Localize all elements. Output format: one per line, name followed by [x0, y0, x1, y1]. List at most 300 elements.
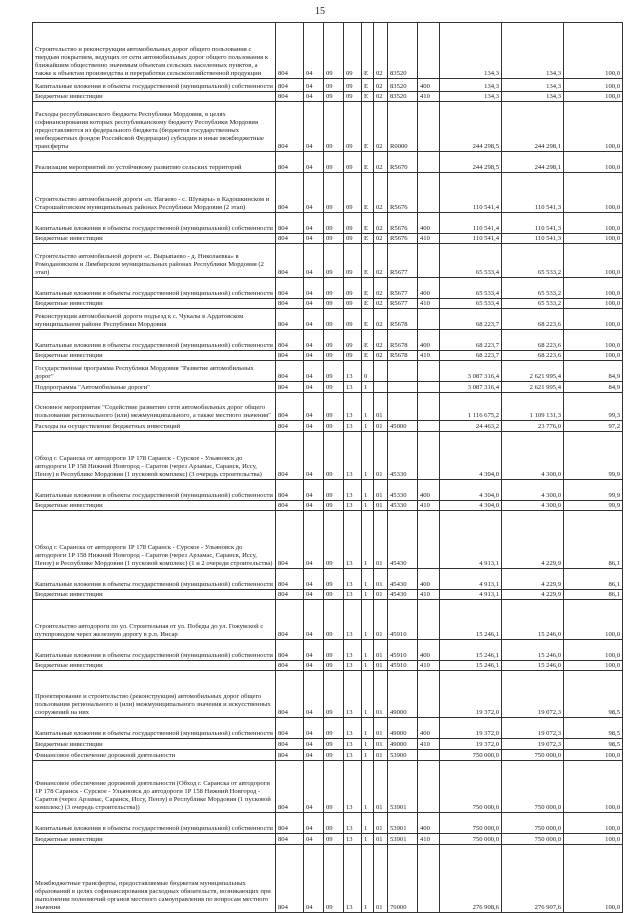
execution-percent: 99,9: [564, 432, 623, 480]
amount-executed: 4 229,9: [502, 590, 564, 600]
code-program: 13: [344, 421, 362, 432]
execution-percent: 84,9: [564, 361, 623, 382]
code-expense-type: [418, 23, 440, 79]
code-program: 09: [344, 152, 362, 173]
code-subprogram: Е: [362, 244, 374, 278]
execution-percent: 100,0: [564, 278, 623, 299]
code-subsection: 09: [324, 92, 344, 102]
code-event: 02: [374, 79, 388, 92]
code-subsection: 09: [324, 761, 344, 813]
execution-percent: 86,1: [564, 590, 623, 600]
code-expense-type: 400: [418, 79, 440, 92]
row-title: Подпрограмма "Автомобильные дороги": [33, 382, 276, 393]
amount-executed: 4 300,0: [502, 501, 564, 511]
execution-percent: 100,0: [564, 244, 623, 278]
amount-planned: 276 908,6: [440, 845, 502, 913]
code-expense-type: 400: [418, 213, 440, 234]
row-title: Бюджетные инвестиции: [33, 351, 276, 361]
execution-percent: 100,0: [564, 92, 623, 102]
code-subsection: 09: [324, 23, 344, 79]
code-event: 02: [374, 102, 388, 152]
code-subsection: 09: [324, 361, 344, 382]
code-section: 04: [304, 421, 324, 432]
code-subprogram: Е: [362, 309, 374, 330]
code-subsection: 09: [324, 501, 344, 511]
code-section: 04: [304, 600, 324, 640]
table-row: [33, 92, 623, 102]
amount-executed: 68 223,6: [502, 351, 564, 361]
code-event: 02: [374, 234, 388, 244]
code-program: 13: [344, 718, 362, 739]
code-ministry: 804: [276, 152, 304, 173]
code-subsection: 09: [324, 244, 344, 278]
table-row: [33, 845, 623, 913]
code-ministry: 804: [276, 309, 304, 330]
code-direction: 49000: [388, 739, 418, 750]
code-subsection: 09: [324, 79, 344, 92]
table-row: [33, 480, 623, 501]
code-subprogram: 1: [362, 718, 374, 739]
amount-executed: 750 000,0: [502, 761, 564, 813]
budget-table: [32, 22, 623, 913]
code-ministry: 804: [276, 671, 304, 718]
table-row: [33, 432, 623, 480]
code-subprogram: 1: [362, 393, 374, 421]
code-subsection: 09: [324, 152, 344, 173]
amount-executed: 244 298,1: [502, 102, 564, 152]
code-program: 13: [344, 382, 362, 393]
table-row: [33, 152, 623, 173]
code-ministry: 804: [276, 79, 304, 92]
code-direction: R5677: [388, 299, 418, 309]
code-expense-type: 410: [418, 501, 440, 511]
code-direction: 45430: [388, 569, 418, 590]
amount-planned: 15 246,1: [440, 600, 502, 640]
code-direction: R5677: [388, 278, 418, 299]
amount-executed: 2 621 995,4: [502, 382, 564, 393]
amount-executed: 134,3: [502, 92, 564, 102]
code-subsection: 09: [324, 845, 344, 913]
amount-planned: 110 541,4: [440, 213, 502, 234]
code-event: 01: [374, 834, 388, 845]
row-title: Бюджетные инвестиции: [33, 234, 276, 244]
code-ministry: 804: [276, 278, 304, 299]
code-subprogram: Е: [362, 102, 374, 152]
code-subsection: 09: [324, 834, 344, 845]
code-program: 13: [344, 845, 362, 913]
code-expense-type: [418, 511, 440, 569]
code-direction: [388, 361, 418, 382]
code-section: 04: [304, 845, 324, 913]
code-ministry: 804: [276, 102, 304, 152]
execution-percent: 100,0: [564, 761, 623, 813]
amount-executed: 15 246,0: [502, 640, 564, 661]
code-ministry: 804: [276, 361, 304, 382]
code-event: 01: [374, 432, 388, 480]
row-title: Проектирование и строительство (реконструкция) автомобильных дорог общего пользования регионального и (или) межмуниципального значения и искусственных сооружений на них: [33, 671, 276, 718]
code-program: 09: [344, 278, 362, 299]
execution-percent: 97,2: [564, 421, 623, 432]
amount-executed: 4 300,0: [502, 480, 564, 501]
code-expense-type: [418, 421, 440, 432]
code-program: 09: [344, 79, 362, 92]
table-row: [33, 718, 623, 739]
code-section: 04: [304, 661, 324, 671]
code-section: 04: [304, 834, 324, 845]
row-title: Государственная программа Республики Мордовия "Развитие автомобильных дорог": [33, 361, 276, 382]
amount-executed: 4 300,0: [502, 432, 564, 480]
code-expense-type: [418, 671, 440, 718]
code-ministry: 804: [276, 750, 304, 761]
code-expense-type: 410: [418, 299, 440, 309]
code-ministry: 804: [276, 92, 304, 102]
code-program: 09: [344, 102, 362, 152]
code-subprogram: Е: [362, 173, 374, 213]
row-title: Реализация мероприятий по устойчивому развитию сельских территорий: [33, 152, 276, 173]
table-row: [33, 79, 623, 92]
code-ministry: 804: [276, 213, 304, 234]
amount-planned: 110 541,4: [440, 173, 502, 213]
code-ministry: 804: [276, 813, 304, 834]
code-ministry: 804: [276, 718, 304, 739]
code-direction: 76000: [388, 845, 418, 913]
amount-executed: 19 072,3: [502, 671, 564, 718]
code-expense-type: 410: [418, 590, 440, 600]
code-section: 04: [304, 501, 324, 511]
code-event: 01: [374, 640, 388, 661]
code-event: 02: [374, 351, 388, 361]
row-title: Строительство автодороги по ул. Строительная от ул. Победы до ул. Гожувской с путепроводом через железную дорогу в р.п. Инсар: [33, 600, 276, 640]
amount-executed: 110 541,3: [502, 213, 564, 234]
row-title: Бюджетные инвестиции: [33, 299, 276, 309]
amount-planned: 68 223,7: [440, 351, 502, 361]
row-title: Финансовое обеспечение дорожной деятельности (Обход г. Саранска от автодороги 1Р 178 Саранск - Сурское - Ульяновск до автодороги 1Р 158 Нижний Новгород - Саратов (через Арзамас, Саранск, Иссу, Пензу) в Республике Мордовия (1 пусковой комплекс) (3 очередь строительства)): [33, 761, 276, 813]
execution-percent: 98,5: [564, 739, 623, 750]
code-program: 13: [344, 834, 362, 845]
code-section: 04: [304, 102, 324, 152]
table-row: [33, 569, 623, 590]
code-subprogram: 1: [362, 671, 374, 718]
code-ministry: 804: [276, 569, 304, 590]
code-subprogram: Е: [362, 234, 374, 244]
code-section: 04: [304, 590, 324, 600]
code-subsection: 09: [324, 393, 344, 421]
amount-executed: 750 000,0: [502, 834, 564, 845]
amount-planned: 750 000,0: [440, 834, 502, 845]
code-subsection: 09: [324, 102, 344, 152]
code-subsection: 09: [324, 511, 344, 569]
execution-percent: 100,0: [564, 640, 623, 661]
code-subprogram: 1: [362, 511, 374, 569]
code-ministry: 804: [276, 351, 304, 361]
code-ministry: 804: [276, 661, 304, 671]
code-event: 01: [374, 421, 388, 432]
code-subprogram: Е: [362, 213, 374, 234]
amount-planned: 4 304,0: [440, 432, 502, 480]
code-subprogram: Е: [362, 351, 374, 361]
code-subsection: 09: [324, 569, 344, 590]
execution-percent: 100,0: [564, 813, 623, 834]
execution-percent: 100,0: [564, 152, 623, 173]
code-expense-type: 410: [418, 834, 440, 845]
code-event: 01: [374, 661, 388, 671]
code-expense-type: [418, 600, 440, 640]
row-title: Расходы республиканского бюджета Республики Мордовия, в целях софинансирования которых республиканскому бюджету Республики Мордовия предоставляются из федерального бюджета (бюджетов государственных внебюджетных фондов Российской Федерации) субсидии и иные межбюджетные трансферты: [33, 102, 276, 152]
execution-percent: 100,0: [564, 845, 623, 913]
table-row: [33, 671, 623, 718]
row-title: Бюджетные инвестиции: [33, 92, 276, 102]
code-expense-type: 400: [418, 278, 440, 299]
code-ministry: 804: [276, 234, 304, 244]
amount-executed: 4 229,9: [502, 511, 564, 569]
row-title: Капитальные вложения в объекты государственной (муниципальной) собственности: [33, 79, 276, 92]
code-event: [374, 361, 388, 382]
code-subsection: 09: [324, 421, 344, 432]
row-title: Капитальные вложения в объекты государственной (муниципальной) собственности: [33, 640, 276, 661]
code-section: 04: [304, 173, 324, 213]
code-section: 04: [304, 330, 324, 351]
code-section: 04: [304, 750, 324, 761]
code-program: 13: [344, 590, 362, 600]
execution-percent: 100,0: [564, 213, 623, 234]
code-direction: 53901: [388, 834, 418, 845]
code-program: 09: [344, 92, 362, 102]
table-row: [33, 278, 623, 299]
amount-planned: 4 913,1: [440, 590, 502, 600]
code-program: 13: [344, 569, 362, 590]
code-direction: 45910: [388, 640, 418, 661]
code-subprogram: Е: [362, 278, 374, 299]
code-event: 02: [374, 299, 388, 309]
code-program: 09: [344, 213, 362, 234]
code-subsection: 09: [324, 739, 344, 750]
table-row: [33, 309, 623, 330]
row-title: Капитальные вложения в объекты государственной (муниципальной) собственности: [33, 569, 276, 590]
code-program: 13: [344, 393, 362, 421]
code-event: 01: [374, 845, 388, 913]
code-program: 13: [344, 671, 362, 718]
amount-planned: 3 087 316,4: [440, 361, 502, 382]
code-direction: 45330: [388, 432, 418, 480]
table-row: [33, 813, 623, 834]
table-row: [33, 761, 623, 813]
table-row: [33, 590, 623, 600]
execution-percent: 100,0: [564, 173, 623, 213]
row-title: Обход г. Саранска от автодороги 1Р 178 Саранск - Сурское - Ульяновск до автодороги 1Р 158 Нижний Новгород - Саратов (через Арзамас, Саранск, Иссу, Пензу) в Республике Мордовия (1 пусковой комплекс) (1 и 2 очереди строительства): [33, 511, 276, 569]
code-section: 04: [304, 511, 324, 569]
code-event: 01: [374, 569, 388, 590]
code-expense-type: [418, 393, 440, 421]
table-row: [33, 213, 623, 234]
code-expense-type: 400: [418, 330, 440, 351]
amount-planned: 244 298,5: [440, 152, 502, 173]
table-row: [33, 501, 623, 511]
code-event: 01: [374, 761, 388, 813]
amount-executed: 15 246,0: [502, 661, 564, 671]
code-subsection: 09: [324, 173, 344, 213]
code-expense-type: [418, 244, 440, 278]
amount-planned: 134,3: [440, 92, 502, 102]
code-program: 09: [344, 351, 362, 361]
amount-executed: 110 541,3: [502, 173, 564, 213]
code-direction: 49000: [388, 671, 418, 718]
code-subprogram: 1: [362, 845, 374, 913]
code-expense-type: 400: [418, 480, 440, 501]
code-subprogram: 1: [362, 834, 374, 845]
code-section: 04: [304, 299, 324, 309]
code-section: 04: [304, 382, 324, 393]
code-subprogram: 1: [362, 501, 374, 511]
code-subprogram: Е: [362, 23, 374, 79]
amount-planned: 68 223,7: [440, 330, 502, 351]
amount-planned: 65 533,4: [440, 278, 502, 299]
amount-planned: 65 533,4: [440, 299, 502, 309]
code-section: 04: [304, 640, 324, 661]
code-event: 01: [374, 671, 388, 718]
amount-planned: 134,3: [440, 23, 502, 79]
amount-executed: 750 000,0: [502, 813, 564, 834]
code-subprogram: 1: [362, 382, 374, 393]
code-expense-type: 400: [418, 813, 440, 834]
code-direction: R5676: [388, 173, 418, 213]
code-expense-type: 400: [418, 640, 440, 661]
code-program: 09: [344, 173, 362, 213]
code-ministry: 804: [276, 834, 304, 845]
code-event: 02: [374, 173, 388, 213]
code-expense-type: 410: [418, 739, 440, 750]
execution-percent: 98,5: [564, 718, 623, 739]
code-subsection: 09: [324, 213, 344, 234]
code-ministry: 804: [276, 330, 304, 351]
table-row: [33, 511, 623, 569]
table-row: [33, 351, 623, 361]
code-event: 01: [374, 813, 388, 834]
code-direction: 53901: [388, 813, 418, 834]
code-ministry: 804: [276, 511, 304, 569]
table-row: [33, 661, 623, 671]
code-direction: 45330: [388, 480, 418, 501]
amount-executed: 68 223,6: [502, 309, 564, 330]
row-title: Строительство автомобильной дороги «с. Вырыпаево - д. Николаевка» в Ромодановском и Лямбирском муниципальных районах Республики Мордовия (2 этап): [33, 244, 276, 278]
execution-percent: 100,0: [564, 750, 623, 761]
code-program: 13: [344, 480, 362, 501]
code-event: 01: [374, 393, 388, 421]
code-subprogram: Е: [362, 330, 374, 351]
code-direction: R5676: [388, 234, 418, 244]
table-row: [33, 382, 623, 393]
code-expense-type: [418, 361, 440, 382]
row-title: Бюджетные инвестиции: [33, 501, 276, 511]
execution-percent: 98,5: [564, 671, 623, 718]
code-event: 01: [374, 501, 388, 511]
code-expense-type: [418, 152, 440, 173]
code-subprogram: 1: [362, 480, 374, 501]
amount-executed: 65 533,2: [502, 244, 564, 278]
table-row: [33, 600, 623, 640]
code-section: 04: [304, 92, 324, 102]
code-subprogram: 1: [362, 640, 374, 661]
code-expense-type: [418, 309, 440, 330]
code-event: 01: [374, 590, 388, 600]
code-direction: [388, 393, 418, 421]
code-program: 09: [344, 23, 362, 79]
code-subprogram: Е: [362, 299, 374, 309]
code-direction: R5670: [388, 152, 418, 173]
code-section: 04: [304, 761, 324, 813]
code-expense-type: [418, 761, 440, 813]
amount-planned: 750 000,0: [440, 813, 502, 834]
execution-percent: 99,9: [564, 501, 623, 511]
table-row: [33, 421, 623, 432]
code-section: 04: [304, 432, 324, 480]
table-body: [33, 23, 623, 913]
code-expense-type: 410: [418, 351, 440, 361]
code-program: 13: [344, 761, 362, 813]
code-ministry: 804: [276, 845, 304, 913]
table-row: [33, 299, 623, 309]
code-program: 13: [344, 750, 362, 761]
code-section: 04: [304, 351, 324, 361]
code-subsection: 09: [324, 661, 344, 671]
code-direction: R5676: [388, 213, 418, 234]
code-section: 04: [304, 671, 324, 718]
amount-planned: 24 463,2: [440, 421, 502, 432]
code-ministry: 804: [276, 382, 304, 393]
code-program: 13: [344, 813, 362, 834]
code-subprogram: 1: [362, 739, 374, 750]
table-row: [33, 739, 623, 750]
execution-percent: 100,0: [564, 102, 623, 152]
code-direction: 45330: [388, 501, 418, 511]
code-event: 02: [374, 213, 388, 234]
amount-planned: 19 372,0: [440, 739, 502, 750]
code-direction: 45430: [388, 511, 418, 569]
code-direction: 83520: [388, 23, 418, 79]
code-ministry: 804: [276, 173, 304, 213]
code-subsection: 09: [324, 351, 344, 361]
execution-percent: 100,0: [564, 79, 623, 92]
amount-planned: 244 298,5: [440, 102, 502, 152]
execution-percent: 100,0: [564, 661, 623, 671]
execution-percent: 100,0: [564, 23, 623, 79]
execution-percent: 86,1: [564, 569, 623, 590]
code-section: 04: [304, 309, 324, 330]
code-event: 01: [374, 750, 388, 761]
code-section: 04: [304, 152, 324, 173]
code-subsection: 09: [324, 309, 344, 330]
row-title: Строительство и реконструкция автомобильных дорог общего пользования с твердым покрытием, ведущих от сети автомобильных дорог общего пользования к ближайшим общественно значимым объектам сельских населенных пунктов, а также к объектам производства и переработки сельскохозяйственной продукции: [33, 23, 276, 79]
code-event: [374, 382, 388, 393]
code-expense-type: 410: [418, 661, 440, 671]
code-event: 02: [374, 330, 388, 351]
amount-planned: 15 246,1: [440, 640, 502, 661]
amount-planned: 19 372,0: [440, 671, 502, 718]
table-row: [33, 330, 623, 351]
code-direction: 49000: [388, 718, 418, 739]
table-row: [33, 750, 623, 761]
row-title: Бюджетные инвестиции: [33, 834, 276, 845]
code-subprogram: 1: [362, 661, 374, 671]
code-event: 02: [374, 152, 388, 173]
code-subsection: 09: [324, 671, 344, 718]
amount-planned: 65 533,4: [440, 244, 502, 278]
code-program: 09: [344, 244, 362, 278]
code-subsection: 09: [324, 330, 344, 351]
row-title: Капитальные вложения в объекты государственной (муниципальной) собственности: [33, 330, 276, 351]
code-direction: 45000: [388, 421, 418, 432]
code-direction: R0000: [388, 102, 418, 152]
execution-percent: 100,0: [564, 834, 623, 845]
